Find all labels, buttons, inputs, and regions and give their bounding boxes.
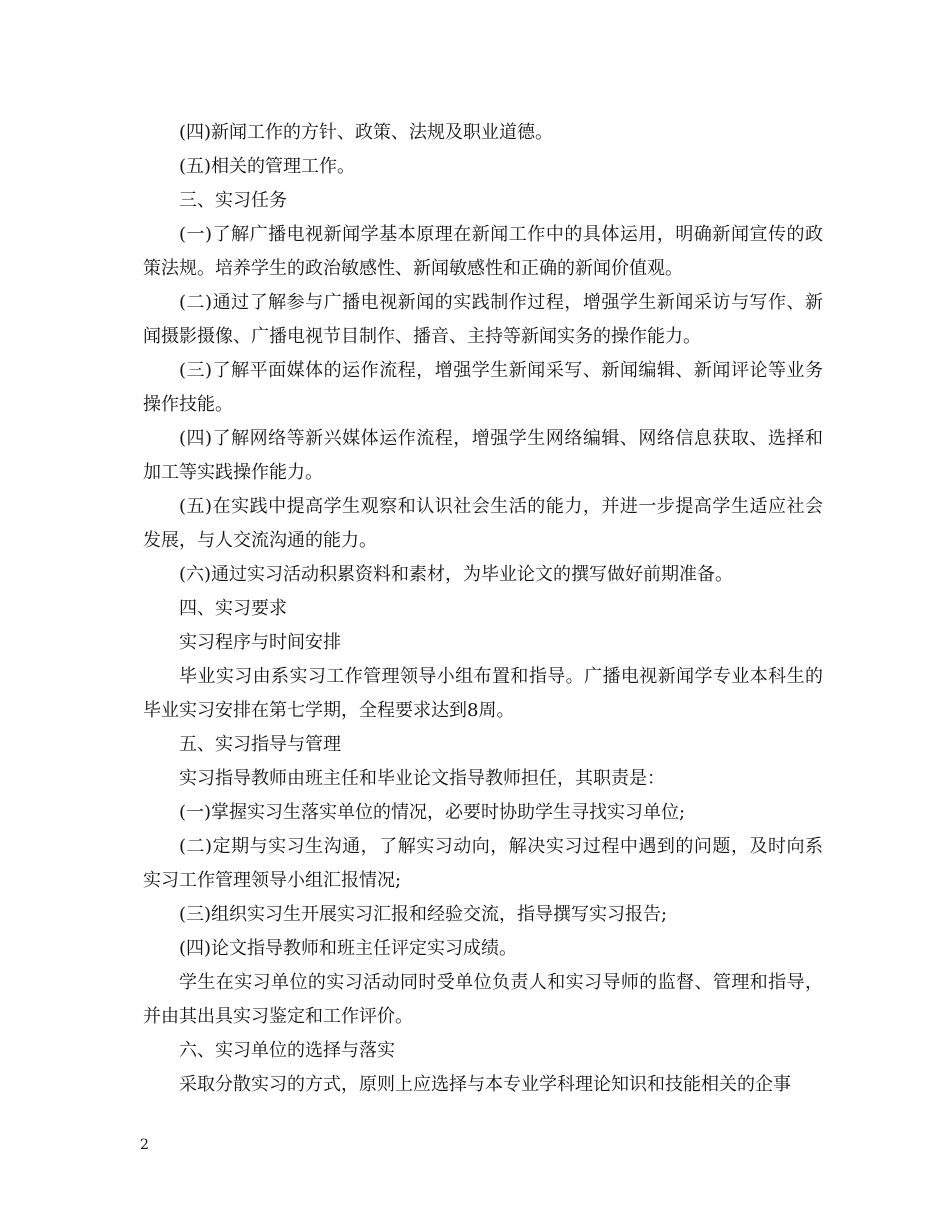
paragraph: 毕业实习由系实习工作管理领导小组布置和指导。广播电视新闻学专业本科生的毕业实习安排在第七学期，全程要求达到8周。 [143,666,823,721]
section-heading: 三、实习任务 [179,190,287,211]
paragraph: 学生在实习单位的实习活动同时受单位负责人和实习导师的监督、管理和指导，并由其出具实习鉴定和工作评价。 [143,972,823,1027]
paragraph: (一)掌握实习生落实单位的情况，必要时协助学生寻找实习单位; [179,802,686,823]
section-heading: 五、实习指导与管理 [179,734,341,755]
document-body [143,116,823,1102]
paragraph: (五)在实践中提高学生观察和认识社会生活的能力，并进一步提高学生适应社会发展，与人交流沟通的能力。 [143,496,823,551]
paragraph: (五)相关的管理工作。 [179,156,356,177]
paragraph: 采取分散实习的方式，原则上应选择与本专业学科理论知识和技能相关的企事 [179,1074,791,1095]
paragraph: (四)论文指导教师和班主任评定实习成绩。 [179,938,518,959]
paragraph: 实习指导教师由班主任和毕业论文指导教师担任，其职责是： [179,768,665,789]
paragraph: (二)定期与实习生沟通，了解实习动向，解决实习过程中遇到的问题，及时向系实习工作管理领导小组汇报情况; [143,836,823,891]
section-heading: 四、实习要求 [179,598,287,619]
subheading: 实习程序与时间安排 [179,632,341,653]
paragraph: (二)通过了解参与广播电视新闻的实践制作过程，增强学生新闻采访与写作、新闻摄影摄像、广播电视节目制作、播音、主持等新闻实务的操作能力。 [143,292,823,347]
section-heading: 六、实习单位的选择与落实 [179,1040,395,1061]
page-number: 2 [140,1137,149,1153]
paragraph: (六)通过实习活动积累资料和素材，为毕业论文的撰写做好前期准备。 [179,564,734,585]
paragraph: (三)了解平面媒体的运作流程，增强学生新闻采写、新闻编辑、新闻评论等业务操作技能。 [143,360,823,415]
paragraph: (三)组织实习生开展实习汇报和经验交流，指导撰写实习报告; [179,904,668,925]
paragraph: (一)了解广播电视新闻学基本原理在新闻工作中的具体运用，明确新闻宣传的政策法规。培养学生的政治敏感性、新闻敏感性和正确的新闻价值观。 [143,224,823,279]
paragraph: (四)了解网络等新兴媒体运作流程，增强学生网络编辑、网络信息获取、选择和加工等实践操作能力。 [143,428,823,483]
paragraph: (四)新闻工作的方针、政策、法规及职业道德。 [179,122,554,143]
